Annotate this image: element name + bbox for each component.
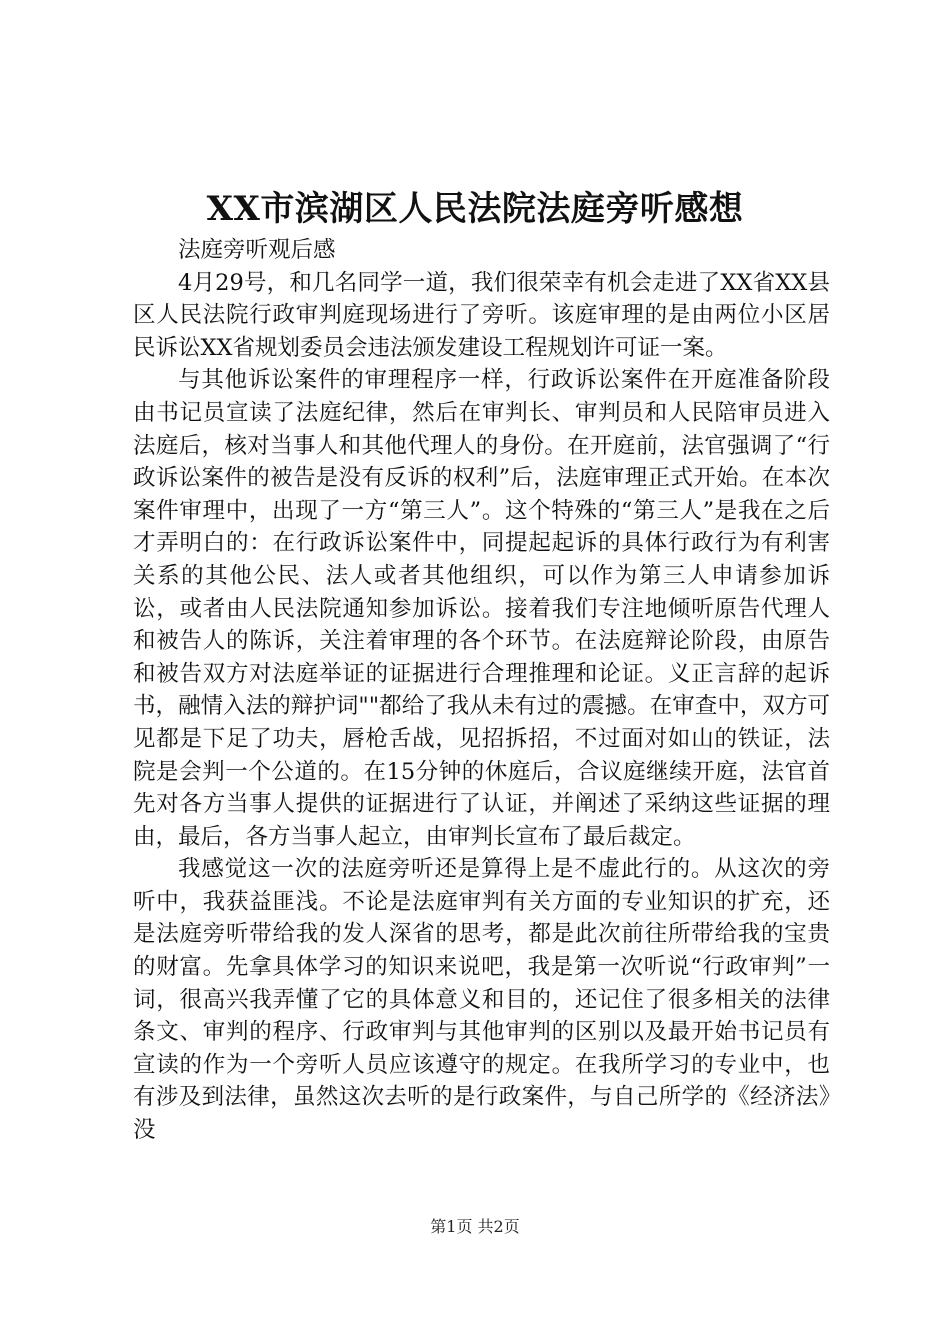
document-body xyxy=(133,234,830,1147)
paragraph-3: 我感觉这一次的法庭旁听还是算得上是不虚此行的。从这次的旁听中，我获益匪浅。不论是法庭审判有关方面的专业知识的扩充，还是法庭旁听带给我的发人深省的思考，都是此次前往所带给我的宝贵的财富。先拿具体学习的知识来说吧，我是第一次听说“行政审判”一词，很高兴我弄懂了它的具体意义和目的，还记住了很多相关的法律条文、审判的程序、行政审判与其他审判的区别以及最开始书记员有宣读的作为一个旁听人员应该遵守的规定。在我所学习的专业中，也有涉及到法律，虽然这次去听的是行政案件，与自己所学的《经济法》没 xyxy=(133,856,830,1144)
paragraph-2: 与其他诉讼案件的审理程序一样，行政诉讼案件在开庭准备阶段由书记员宣读了法庭纪律，然后在审判长、审判员和人民陪审员进入法庭后，核对当事人和其他代理人的身份。在开庭前，法官强调了“行政诉讼案件的被告是没有反诉的权利”后，法庭审理正式开始。在本次案件审理中，出现了一方“第三人”。这个特殊的“第三人”是我在之后才弄明白的：在行政诉讼案件中，同提起起诉的具体行政行为有利害关系的其他公民、法人或者其他组织，可以作为第三人申请参加诉讼，或者由人民法院通知参加诉讼。接着我们专注地倾听原告代理人和被告人的陈诉，关注着审理的各个环节。在法庭辩论阶段，由原告和被告双方对法庭举证的证据进行合理推理和论证。义正言辞的起诉书，融情入法的辩护词""都给了我从未有过的震撼。在审查中，双方可见都是下足了功夫，唇枪舌战，见招拆招，不过面对如山的铁证，法院是会判一个公道的。在15分钟的休庭后，合议庭继续开庭，法官首先对各方当事人提供的证据进行了认证，并阐述了采纳这些证据的理由，最后，各方当事人起立，由审判长宣布了最后裁定。 xyxy=(133,367,830,850)
subheading: 法庭旁听观后感 xyxy=(178,237,336,263)
document-title: XX市滨湖区人民法院法庭旁听感想 xyxy=(206,189,744,229)
paragraph-1: 4月29号，和几名同学一道，我们很荣幸有机会走进了XX省XX县区人民法院行政审判庭现场进行了旁听。该庭审理的是由两位小区居民诉讼XX省规划委员会违法颁发建设工程规划许可证一案。 xyxy=(133,269,830,361)
page-footer: 第1页 共2页 xyxy=(430,1217,520,1236)
